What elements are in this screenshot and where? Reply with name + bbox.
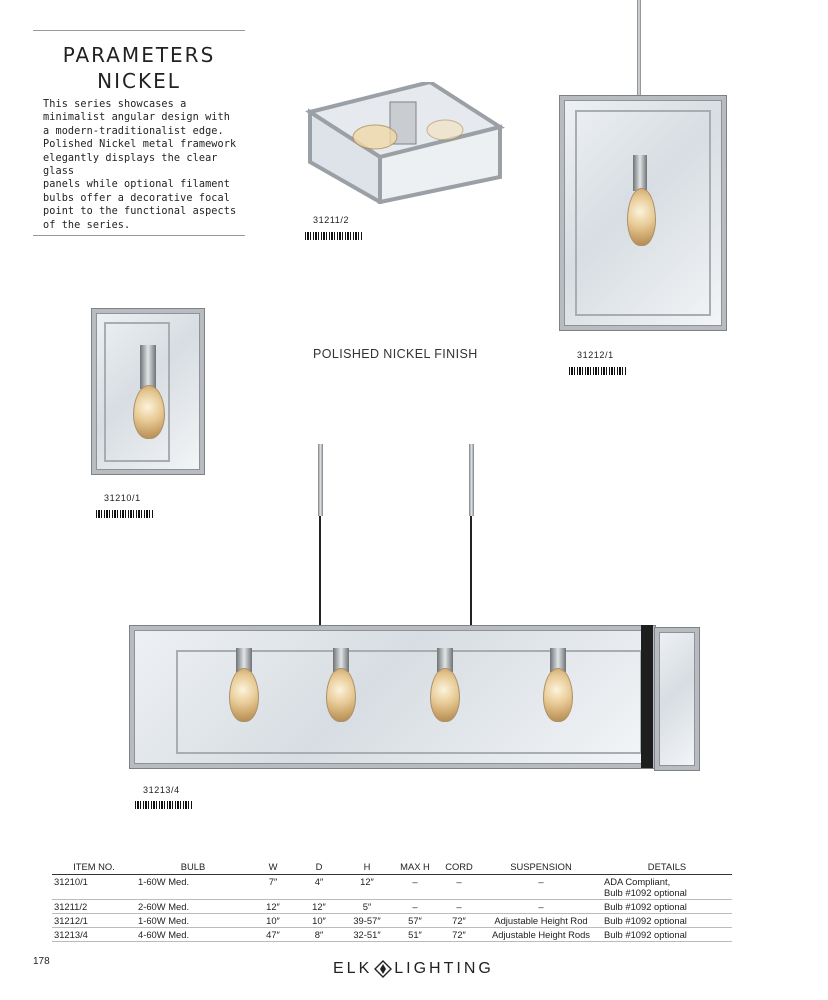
brand-name-right: LIGHTING bbox=[394, 960, 494, 977]
title-bottom-rule bbox=[33, 235, 245, 236]
col-d: D bbox=[296, 860, 342, 875]
table-row: 31211/2 2-60W Med. 12″ 12″ 5″ – – – Bulb #1092 optional bbox=[52, 900, 732, 914]
col-max-h: MAX H bbox=[392, 860, 438, 875]
page-number: 178 bbox=[33, 956, 50, 967]
sku-31213-4: 31213/4 bbox=[143, 785, 180, 795]
diamond-logo-icon bbox=[374, 960, 392, 978]
barcode-31213-4 bbox=[135, 801, 193, 809]
col-w: W bbox=[250, 860, 296, 875]
col-cord: CORD bbox=[438, 860, 480, 875]
col-suspension: SUSPENSION bbox=[480, 860, 602, 875]
sku-31211-2: 31211/2 bbox=[313, 215, 350, 225]
series-description: This series showcases a minimalist angular design with a modern-traditionalist edge. Polished Nickel metal framework elegantly displays the clear glass panels while optional filament bulbs offer a decorative focal point to the functional aspects of the series. bbox=[43, 99, 237, 231]
barcode-31210-1 bbox=[96, 510, 154, 518]
linear-bulb-4 bbox=[543, 668, 573, 722]
col-details: DETAILS bbox=[602, 860, 732, 875]
spec-table bbox=[52, 860, 732, 942]
pendant-rod bbox=[637, 0, 641, 96]
series-title-line2: NICKEL bbox=[97, 69, 181, 93]
col-bulb: BULB bbox=[136, 860, 250, 875]
spec-table-header bbox=[52, 860, 732, 875]
table-row: 31210/1 1-60W Med. 7″ 4″ 12″ – – – ADA Compliant, Bulb #1092 optional bbox=[52, 875, 732, 900]
barcode-31212-1 bbox=[569, 367, 627, 375]
linear-bulb-2 bbox=[326, 668, 356, 722]
table-row: 31212/1 1-60W Med. 10″ 10″ 39-57″ 57″ 72″ Adjustable Height Rod Bulb #1092 optional bbox=[52, 914, 732, 928]
sku-31210-1: 31210/1 bbox=[104, 493, 141, 503]
col-h: H bbox=[342, 860, 392, 875]
sconce-bulb bbox=[133, 385, 165, 439]
sconce-socket bbox=[140, 345, 156, 389]
finish-label: POLISHED NICKEL FINISH bbox=[313, 347, 478, 361]
col-item-no: ITEM NO. bbox=[52, 860, 136, 875]
brand-name-left: ELK bbox=[333, 960, 373, 977]
series-title-line1: PARAMETERS bbox=[62, 43, 216, 67]
table-row: 31213/4 4-60W Med. 47″ 8″ 32-51″ 51″ 72″ Adjustable Height Rods Bulb #1092 optional bbox=[52, 928, 732, 942]
series-title bbox=[33, 42, 245, 94]
title-top-rule bbox=[33, 30, 245, 31]
pendant-bulb bbox=[627, 188, 656, 246]
brand-logo bbox=[333, 960, 494, 978]
linear-bulb-1 bbox=[229, 668, 259, 722]
linear-bulb-3 bbox=[430, 668, 460, 722]
barcode-31211-2 bbox=[305, 232, 363, 240]
pendant-socket bbox=[633, 155, 647, 191]
sku-31212-1: 31212/1 bbox=[577, 350, 614, 360]
